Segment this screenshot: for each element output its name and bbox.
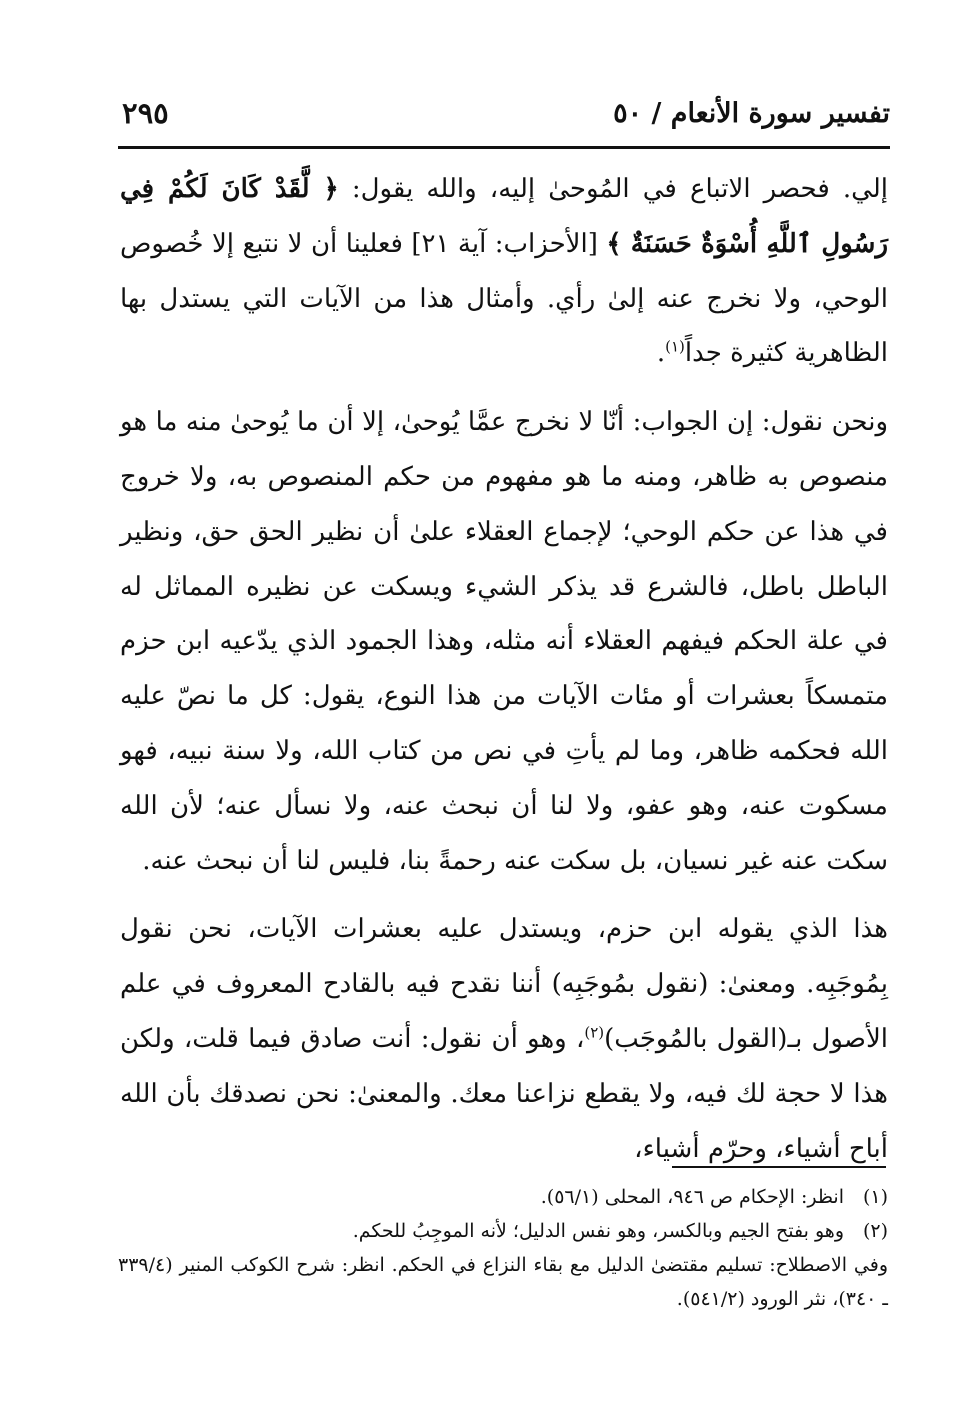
footnote-1-number: (١) xyxy=(862,1186,888,1208)
footnote-2-text: وهو بفتح الجيم وبالكسر، وهو نفس الدليل؛ لأنه الموجِبُ للحكم. xyxy=(352,1220,844,1242)
paragraph-1-text-b: [الأحزاب: آية ٢١] فعلينا أن لا نتبع إلا خُصوص الوحي، ولا نخرج عنه إلىٰ رأي. وأمثال هذا من الآيات التي يستدل بها الظاهرية كثيرة جداً xyxy=(120,228,888,369)
paragraph-1 xyxy=(120,162,888,381)
header-rule xyxy=(118,146,890,149)
footnote-2-continuation: وفي الاصطلاح: تسليم مقتضىٰ الدليل مع بقاء النزاع في الحكم. انظر: شرح الكوكب المنير (٣٣٩/٤ ـ ٣٤٠)، نثر الورود (٥٤١/٢). xyxy=(118,1254,888,1310)
footnotes xyxy=(118,1180,888,1316)
footnote-1-text: انظر: الإحكام ص ٩٤٦، المحلى (٥٦/١). xyxy=(540,1186,844,1208)
footnote-rule xyxy=(672,1166,886,1168)
header-title: تفسير سورة الأنعام / ٥٠ xyxy=(613,98,890,129)
footnote-ref-2: (٢) xyxy=(584,1023,605,1042)
footnote-2 xyxy=(118,1214,888,1248)
quran-verse: ﴿ لَّقَدْ كَانَ لَكُمْ فِي رَسُولِ ٱللَّهِ أُسْوَةٌ حَسَنَةٌ ﴾ xyxy=(120,174,888,259)
page-number: ٢٩٥ xyxy=(122,96,169,130)
footnote-1 xyxy=(118,1180,888,1214)
paragraph-3 xyxy=(120,902,888,1176)
footnote-2-number: (٢) xyxy=(862,1220,888,1242)
running-header xyxy=(122,92,890,142)
paragraph-3-text-b: ، وهو أن نقول: أنت صادق فيما قلت، ولكن هذا لا حجة لك فيه، ولا يقطع نزاعنا معك. والمعنىٰ: نحن نصدقك بأن الله أباح أشياء، وحرّم أشياء، xyxy=(120,1023,888,1164)
paragraph-1-text-c: . xyxy=(656,338,666,369)
paragraph-1-text-a: إلي. فحصر الاتباع في المُوحىٰ إليه، والله يقول: xyxy=(338,174,888,204)
paragraph-2: ونحن نقول: إن الجواب: أنّا لا نخرج عمَّا يُوحىٰ، إلا أن ما يُوحىٰ منه ما هو منصوص به ظاهر، ومنه ما هو مفهوم من حكم المنصوص به، ولا خروج في هذا عن حكم الوحي؛ لإجماع العقلاء علىٰ أن نظير الحق حق، ونظير الباطل باطل، فالشرع قد يذكر الشيء ويسكت عن نظيره المماثل له في علة الحكم فيفهم العقلاء أنه مثله، وهذا الجمود الذي يدّعيه ابن حزم متمسكاً بعشرات أو مئات الآيات من هذا النوع، يقول: كل ما نصّ عليه الله فحكمه ظاهر، وما لم يأتِ في نص من كتاب الله، ولا سنة نبيه، فهو مسكوت عنه، وهو عفو، ولا لنا أن نبحث عنه، ولا نسأل عنه؛ لأن الله سكت عنه غير نسيان، بل سكت عنه رحمةً بنا، فليس لنا أن نبحث عنه. xyxy=(120,407,888,876)
paragraph-3-text-a: هذا الذي يقوله ابن حزم، ويستدل عليه بعشرات الآيات، نحن نقول بِمُوجَبِه. ومعنىٰ: (نقول بمُوجَبِه) أننا نقدح فيه بالقادح المعروف في علم الأصول بـ(القول بالمُوجَب) xyxy=(120,914,888,1054)
footnote-ref-1: (١) xyxy=(665,337,685,356)
main-text xyxy=(120,162,888,1176)
